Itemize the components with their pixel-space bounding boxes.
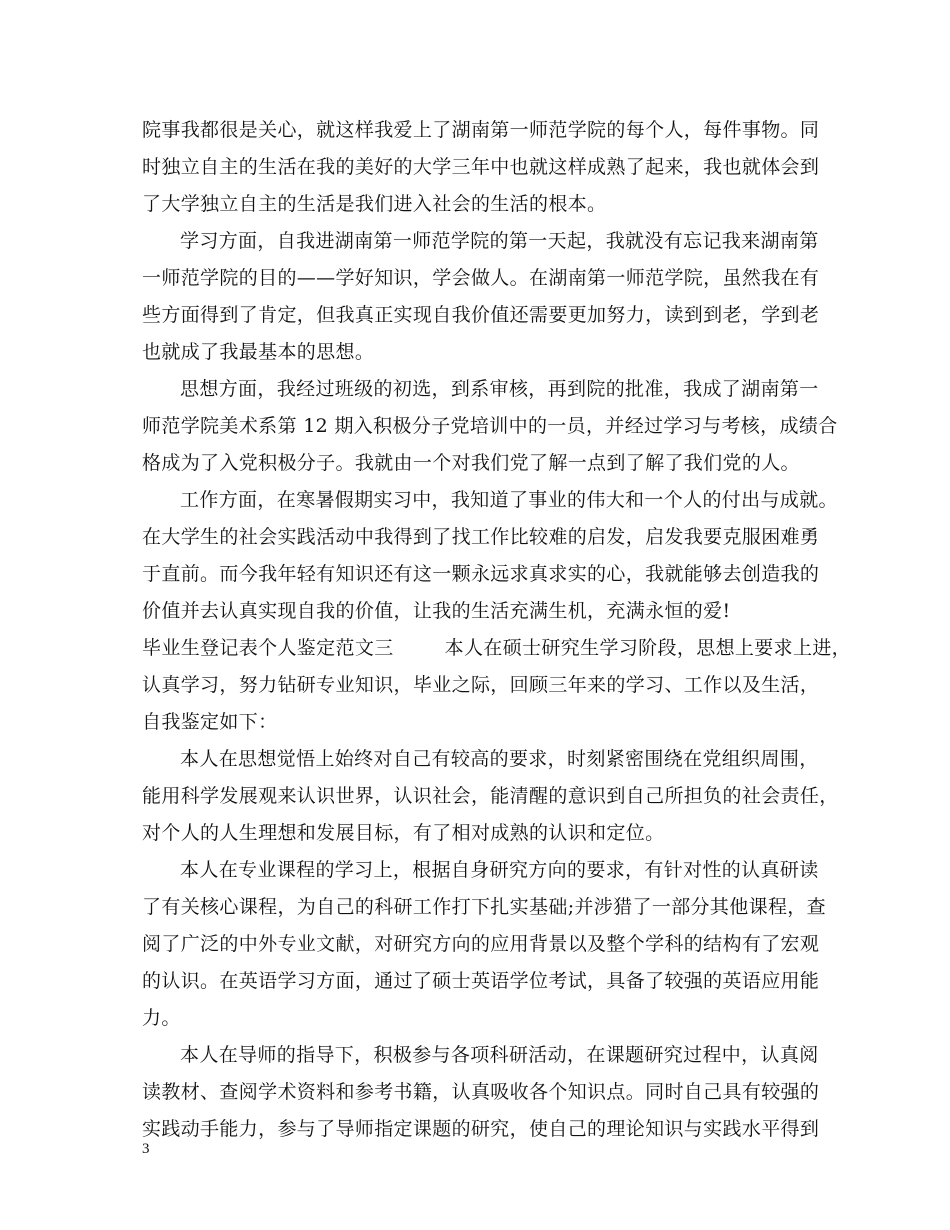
text-line: 认真学习，努力钻研专业知识，毕业之际，回顾三年来的学习、工作以及生活， [142,674,820,696]
text-line: 些方面得到了肯定，但我真正实现自我价值还需要更加努力，读到到老，学到老 [142,304,820,326]
paragraph-start-line: 学习方面，自我进湖南第一师范学院的第一天起，我就没有忘记我来湖南第 [180,230,819,252]
paragraph-start-line: 本人在导师的指导下，积极参与各项科研活动，在课题研究过程中，认真阅 [180,1044,819,1066]
text-line: 也就成了我最基本的思想。 [142,341,375,363]
page-number: 3 [142,1141,150,1157]
text-line: 价值并去认真实现自我的价值，让我的生活充满生机，充满永恒的爱! [142,600,731,622]
text-line: 在大学生的社会实践活动中我得到了找工作比较难的启发，启发我要克服困难勇 [142,526,820,548]
text-line: 对个人的人生理想和发展目标，有了相对成熟的认识和定位。 [142,822,665,844]
text-line: 能用科学发展观来认识世界，认识社会，能清醒的意识到自己所担负的社会责任， [142,785,839,807]
text-line: 了有关核心课程，为自己的科研工作打下扎实基础;并涉猎了一部分其他课程，查 [142,896,827,918]
text-line: 师范学院美术系第 12 期入积极分子党培训中的一员，并经过学习与考核，成绩合 [142,415,838,437]
paragraph-start-line: 本人在思想觉悟上始终对自己有较高的要求，时刻紧密围绕在党组织周围， [180,748,819,770]
text-line: 于直前。而今我年轻有知识还有这一颗永远求真求实的心，我就能够去创造我的 [142,563,820,585]
section-heading-line: 毕业生登记表个人鉴定范文三 本人在硕士研究生学习阶段，思想上要求上进， [142,637,852,659]
text-line: 格成为了入党积极分子。我就由一个对我们党了解一点到了解了我们党的人。 [142,452,800,474]
paragraph-start-line: 本人在专业课程的学习上，根据自身研究方向的要求，有针对性的认真研读 [180,859,819,881]
text-line: 的认识。在英语学习方面，通过了硕士英语学位考试，具备了较强的英语应用能 [142,970,820,992]
text-line: 了大学独立自主的生活是我们进入社会的生活的根本。 [142,193,607,215]
text-line: 阅了广泛的中外专业文献，对研究方向的应用背景以及整个学科的结构有了宏观 [142,933,820,955]
text-line: 力。 [142,1007,181,1029]
text-line: 读教材、查阅学术资料和参考书籍，认真吸收各个知识点。同时自己具有较强的 [142,1081,820,1103]
text-line: 一师范学院的目的——学好知识，学会做人。在湖南第一师范学院，虽然我在有 [142,267,820,289]
text-line: 自我鉴定如下： [142,711,278,733]
text-line: 实践动手能力，参与了导师指定课题的研究，使自己的理论知识与实践水平得到 [142,1118,820,1140]
paragraph-start-line: 工作方面，在寒暑假期实习中，我知道了事业的伟大和一个人的付出与成就。 [180,489,838,511]
text-line: 院事我都很是关心，就这样我爱上了湖南第一师范学院的每个人，每件事物。同 [142,119,820,141]
text-line: 时独立自主的生活在我的美好的大学三年中也就这样成熟了起来，我也就体会到 [142,156,820,178]
paragraph-start-line: 思想方面，我经过班级的初选，到系审核，再到院的批准，我成了湖南第一 [180,378,819,400]
